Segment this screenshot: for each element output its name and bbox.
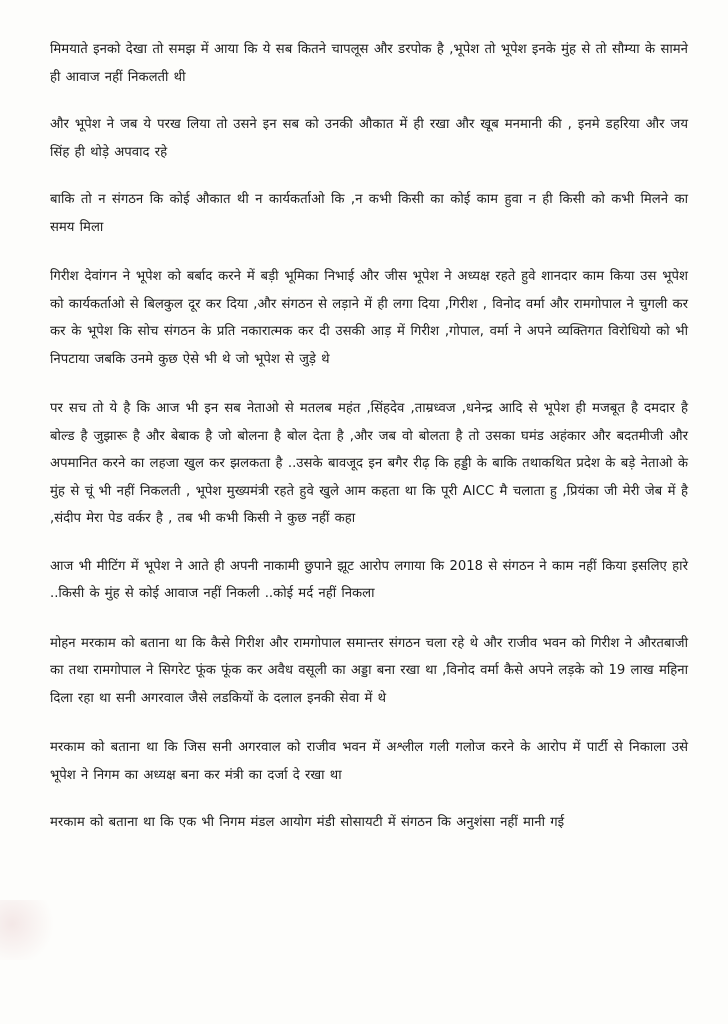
paragraph: मरकाम को बताना था कि जिस सनी अगरवाल को राजीव भवन में अश्लील गली गलोज करने के आरोप में पार्टी से निकाला उसे भूपेश ने निगम का अध्यक्ष बना कर मंत्री का दर्जा दे रखा था	[50, 740, 688, 783]
paragraph: बाकि तो न संगठन कि कोई औकात थी न कार्यकर्ताओ कि ,न कभी किसी का कोई काम हुवा न ही किसी को कभी मिलने का समय मिला	[50, 192, 688, 235]
paragraph: मरकाम को बताना था कि एक भी निगम मंडल आयोग मंडी सोसायटी में संगठन कि अनुशंसा नहीं मानी गई	[50, 815, 565, 830]
paragraph: आज भी मीटिंग में भूपेश ने आते ही अपनी नाकामी छुपाने झूट आरोप लगाया कि 2018 से संगठन ने काम नहीं किया इसलिए हारे ..किसी के मुंह से कोई आवाज नहीं निकली ..कोई मर्द नहीं निकला	[50, 558, 688, 601]
paragraph: मिमयाते इनको देखा तो समझ में आया कि ये सब कितने चापलूस और डरपोक है ,भूपेश तो भूपेश इनके मुंह से तो सौम्या के सामने ही आवाज नहीं निकलती थी	[50, 42, 688, 85]
paragraph: मोहन मरकाम को बताना था कि कैसे गिरीश और रामगोपाल समान्तर संगठन चला रहे थे और राजीव भवन को गिरीश ने औरतबाजी का तथा रामगोपाल ने सिगरेट फूंक फूंक कर अवैध वसूली का अड्डा बना रखा था ,विनोद वर्मा कैसे अपने लड़के को 19 लाख महिना दिला रहा था सनी अगरवाल जैसे लडकियों के दलाल इनकी सेवा में थे	[50, 635, 688, 706]
paragraph: और भूपेश ने जब ये परख लिया तो उसने इन सब को उनकी औकात में ही रखा और खूब मनमानी की , इनमे डहरिया और जय सिंह ही थोड़े अपवाद रहे	[50, 117, 688, 160]
paper-stain	[0, 900, 60, 960]
paragraph: गिरीश देवांगन ने भूपेश को बर्बाद करने में बड़ी भूमिका निभाई और जीस भूपेश ने अध्यक्ष रहते हुवे शानदार काम किया उस भूपेश को कार्यकर्ताओ से बिलकुल दूर कर दिया ,और संगठन से लड़ाने में ही लगा दिया ,गिरीश , विनोद वर्मा और रामगोपाल ने चुगली कर कर के भूपेश कि सोच संगठन के प्रति नकारात्मक कर दी उसकी आड़ में गिरीश ,गोपाल, वर्मा ने अपने व्यक्तिगत विरोधियो को भी निपटाया जबकि उनमे कुछ ऐसे भी थे जो भूपेश से जुड़े थे	[50, 269, 688, 367]
paragraph: पर सच तो ये है कि आज भी इन सब नेताओ से मतलब महंत ,सिंहदेव ,ताम्रध्वज ,धनेन्द्र आदि से भूपेश ही मजबूत है दमदार है बोल्ड है जुझारू है और बेबाक है जो बोलना है बोल देता है ,और जब वो बोलता है तो उसका घमंड अहंकार और बदतमीजी और अपमानित करने का लहजा खुल कर झलकता है ..उसके बावजूद इन बगैर रीढ़ कि हड्डी के बाकि तथाकथित प्रदेश के बड़े नेताओ के मुंह से चूं भी नहीं निकलती , भूपेश मुख्यमंत्री रहते हुवे खुले आम कहता था कि पूरी AICC मै चलाता हु ,प्रियंका जी मेरी जेब में है ,संदीप मेरा पेड वर्कर है , तब भी कभी किसी ने कुछ नहीं कहा	[50, 401, 688, 526]
